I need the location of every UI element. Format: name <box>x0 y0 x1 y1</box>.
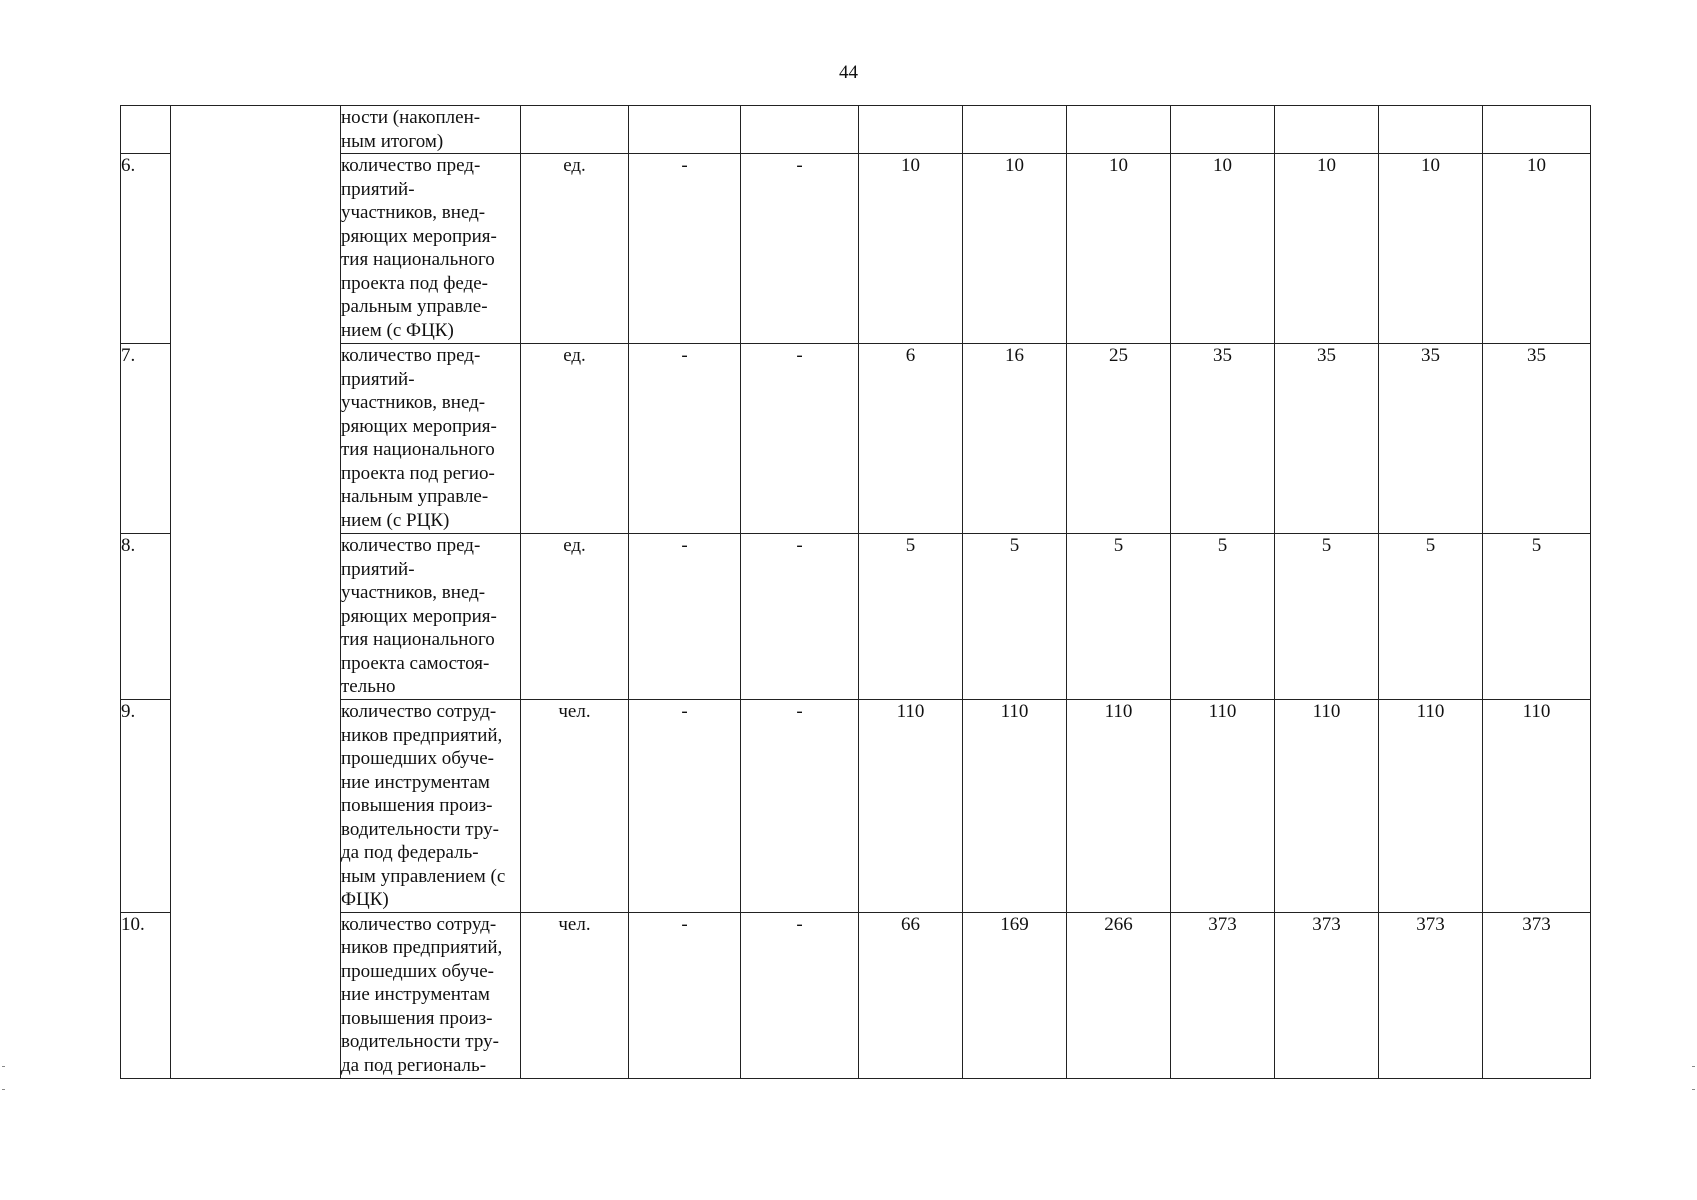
value-cell: 110 <box>1379 700 1483 913</box>
value-cell: 5 <box>1483 534 1591 700</box>
scan-edge-mark-right <box>1692 1066 1695 1090</box>
unit-cell: чел. <box>521 912 629 1078</box>
dash-cell <box>741 106 859 154</box>
dash-cell: - <box>741 154 859 344</box>
value-cell: 169 <box>963 912 1067 1078</box>
unit-cell: ед. <box>521 154 629 344</box>
value-cell: 10 <box>1483 154 1591 344</box>
value-cell: 10 <box>963 154 1067 344</box>
table-row <box>121 700 1591 913</box>
table-row <box>121 534 1591 700</box>
value-cell: 10 <box>1275 154 1379 344</box>
dash-cell <box>629 106 741 154</box>
value-cell: 5 <box>1171 534 1275 700</box>
value-cell: 6 <box>859 344 963 534</box>
table-row <box>121 344 1591 534</box>
merged-blank-cell <box>171 106 341 1079</box>
value-cell <box>1275 106 1379 154</box>
value-cell <box>1379 106 1483 154</box>
indicator-name-cell: количество пред- приятий- участников, внед- ряющих мероприя- тия национального проекта под феде- ральным управле- нием (с ФЦК) <box>341 154 521 344</box>
dash-cell: - <box>741 912 859 1078</box>
table-row <box>121 912 1591 1078</box>
value-cell <box>963 106 1067 154</box>
dash-cell: - <box>741 700 859 913</box>
unit-cell: ед. <box>521 534 629 700</box>
value-cell: 5 <box>963 534 1067 700</box>
indicator-name-cell: количество сотруд- ников предприятий, прошедших обуче- ние инструментам повышения произ- водительности тру- да под региональ- <box>341 912 521 1078</box>
value-cell: 35 <box>1483 344 1591 534</box>
value-cell: 110 <box>1067 700 1171 913</box>
table-row-continuation <box>121 106 1591 154</box>
scan-edge-mark-left <box>2 1066 5 1090</box>
value-cell <box>1483 106 1591 154</box>
value-cell: 373 <box>1483 912 1591 1078</box>
value-cell: 10 <box>1171 154 1275 344</box>
value-cell: 110 <box>963 700 1067 913</box>
value-cell <box>1171 106 1275 154</box>
value-cell: 266 <box>1067 912 1171 1078</box>
row-number: 9. <box>121 700 171 913</box>
value-cell: 10 <box>1379 154 1483 344</box>
unit-cell: чел. <box>521 700 629 913</box>
value-cell: 5 <box>1379 534 1483 700</box>
row-number: 6. <box>121 154 171 344</box>
dash-cell: - <box>629 700 741 913</box>
number-cell <box>121 106 171 154</box>
dash-cell: - <box>629 912 741 1078</box>
page-number: 44 <box>839 62 858 83</box>
value-cell: 35 <box>1379 344 1483 534</box>
dash-cell: - <box>629 344 741 534</box>
unit-cell: ед. <box>521 344 629 534</box>
indicators-table <box>120 105 1591 1079</box>
dash-cell: - <box>629 154 741 344</box>
table-row <box>121 154 1591 344</box>
value-cell <box>859 106 963 154</box>
value-cell: 110 <box>1275 700 1379 913</box>
value-cell: 373 <box>1171 912 1275 1078</box>
value-cell: 16 <box>963 344 1067 534</box>
value-cell: 5 <box>1275 534 1379 700</box>
row-number: 7. <box>121 344 171 534</box>
value-cell: 35 <box>1171 344 1275 534</box>
value-cell: 5 <box>1067 534 1171 700</box>
value-cell: 110 <box>1171 700 1275 913</box>
indicator-name-cell: количество сотруд- ников предприятий, прошедших обуче- ние инструментам повышения произ- водительности тру- да под федераль- ным управлением (с ФЦК) <box>341 700 521 913</box>
value-cell: 66 <box>859 912 963 1078</box>
value-cell <box>1067 106 1171 154</box>
value-cell: 110 <box>1483 700 1591 913</box>
dash-cell: - <box>741 534 859 700</box>
dash-cell: - <box>629 534 741 700</box>
value-cell: 25 <box>1067 344 1171 534</box>
value-cell: 110 <box>859 700 963 913</box>
dash-cell: - <box>741 344 859 534</box>
indicator-name-cell: количество пред- приятий- участников, внед- ряющих мероприя- тия национального проекта самостоя- тельно <box>341 534 521 700</box>
indicator-name-cell: ности (накоплен- ным итогом) <box>341 106 521 154</box>
value-cell: 5 <box>859 534 963 700</box>
row-number: 10. <box>121 912 171 1078</box>
value-cell: 35 <box>1275 344 1379 534</box>
value-cell: 373 <box>1379 912 1483 1078</box>
value-cell: 373 <box>1275 912 1379 1078</box>
row-number: 8. <box>121 534 171 700</box>
value-cell: 10 <box>1067 154 1171 344</box>
indicator-name-cell: количество пред- приятий- участников, внед- ряющих мероприя- тия национального проекта под регио- нальным управле- нием (с РЦК) <box>341 344 521 534</box>
value-cell: 10 <box>859 154 963 344</box>
unit-cell <box>521 106 629 154</box>
